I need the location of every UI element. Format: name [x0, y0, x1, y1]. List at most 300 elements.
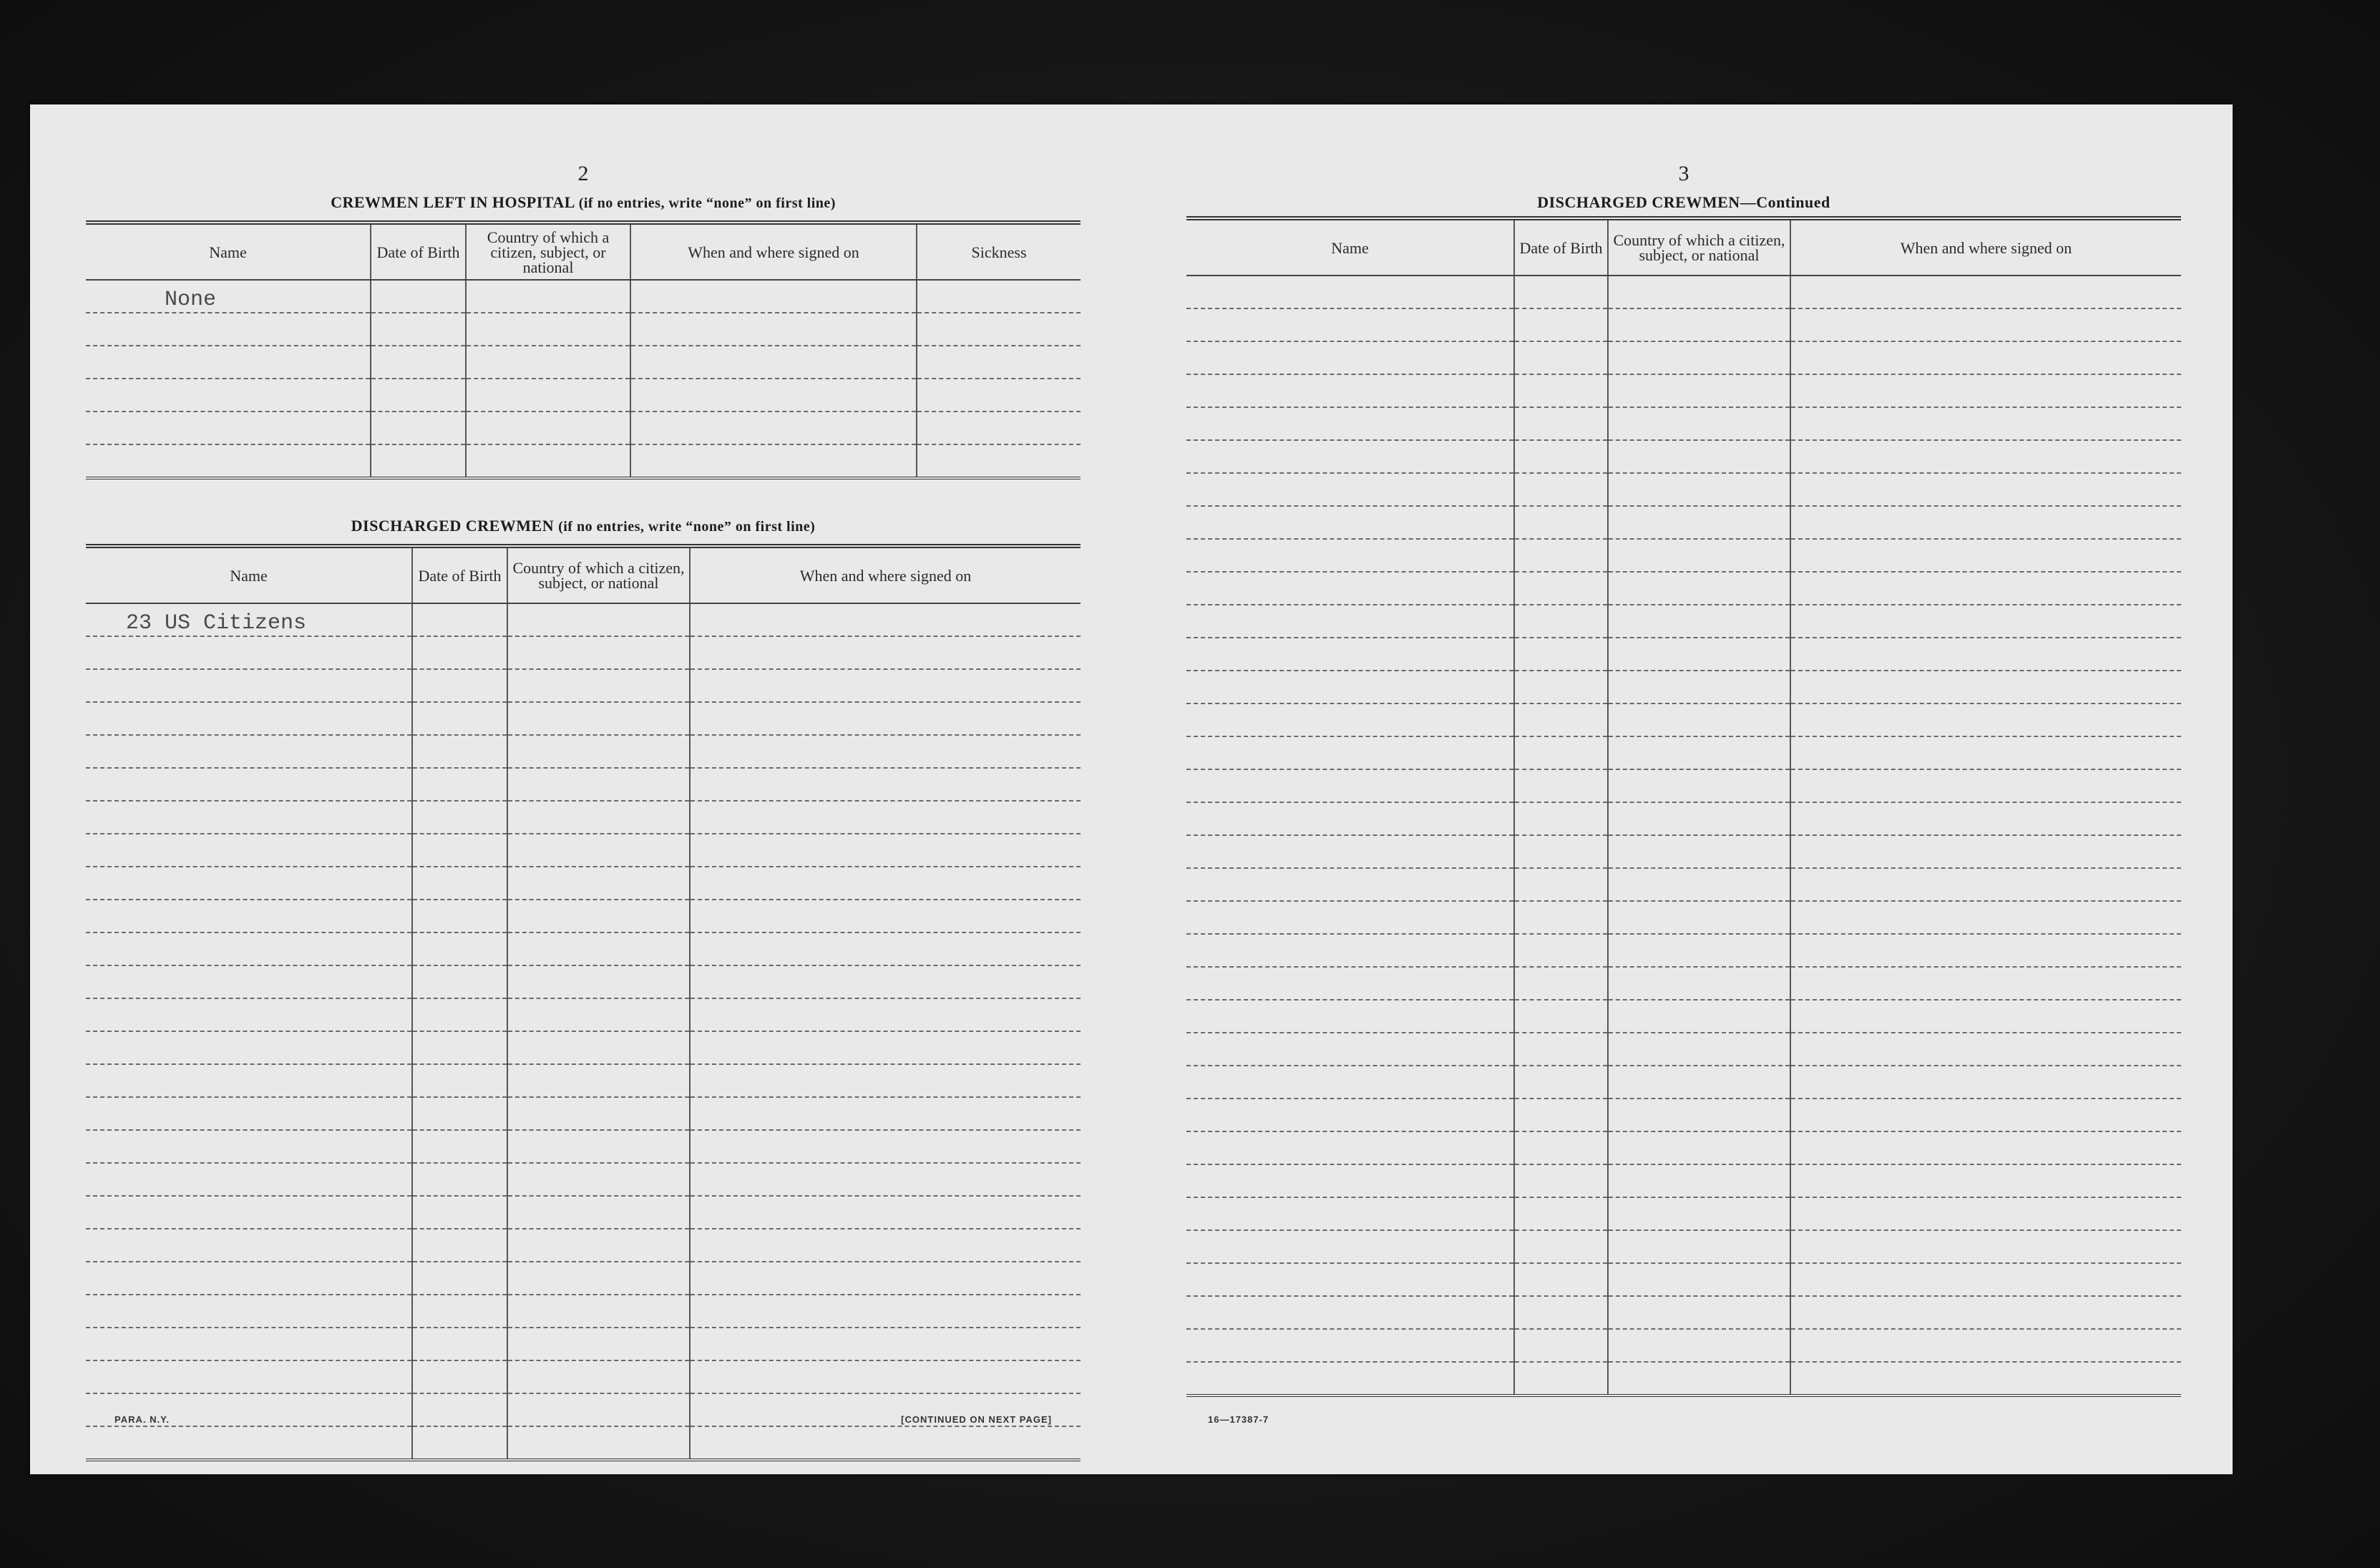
table-cell: [1608, 703, 1790, 736]
table-cell: [1514, 934, 1608, 967]
table-cell: [1608, 868, 1790, 901]
column-header: Name: [86, 546, 412, 603]
discharged-section-title: [86, 517, 1081, 535]
table-cell: [412, 702, 507, 735]
table-cell: [1608, 1000, 1790, 1033]
table-row: [1186, 440, 2181, 473]
table-cell: [1514, 473, 1608, 506]
table-cell: [412, 1064, 507, 1097]
table-cell: [1608, 539, 1790, 572]
table-cell: [690, 669, 1081, 702]
table-cell: [690, 932, 1081, 965]
table-cell: [1608, 1197, 1790, 1230]
table-cell: [1608, 374, 1790, 407]
table-cell: [690, 603, 1081, 636]
table-cell: [1186, 769, 1514, 802]
table-cell: [1186, 506, 1514, 539]
table-cell: [690, 735, 1081, 768]
table-cell: [371, 346, 466, 379]
table-cell: [1608, 407, 1790, 440]
table-cell: [412, 1196, 507, 1229]
table-cell: [1608, 1131, 1790, 1164]
table-row: [1186, 967, 2181, 1000]
table-cell: [86, 1163, 412, 1196]
table-cell: [1514, 506, 1608, 539]
column-header: Country of which a citizen, subject, or national: [466, 223, 630, 280]
table-cell: [1608, 967, 1790, 1000]
table-cell: [1790, 1263, 2181, 1296]
table-cell: [690, 834, 1081, 867]
table-cell: [86, 412, 371, 444]
table-cell: [507, 1196, 690, 1229]
table-cell: [1790, 374, 2181, 407]
table-row: [86, 444, 1081, 478]
table-cell: [1514, 638, 1608, 671]
table-cell: [1514, 703, 1608, 736]
table-row: [1186, 835, 2181, 868]
page-number: 3: [1678, 162, 1689, 185]
table-row: [1186, 276, 2181, 308]
table-cell: [86, 900, 412, 932]
table-cell: [412, 636, 507, 669]
table-cell: [1186, 967, 1514, 1000]
table-cell: [1514, 440, 1608, 473]
table-cell: [412, 735, 507, 768]
table-cell: [412, 1360, 507, 1393]
table-cell: [1186, 308, 1514, 341]
table-cell: [917, 280, 1081, 313]
table-cell: [412, 1229, 507, 1262]
table-cell: [1608, 1362, 1790, 1396]
table-cell: [86, 379, 371, 412]
table-cell: [917, 313, 1081, 346]
table-row: [86, 280, 1081, 313]
table-cell: [86, 444, 371, 478]
section-heading: CREWMEN LEFT IN HOSPITAL: [331, 193, 575, 211]
table-cell: [371, 280, 466, 313]
table-cell: [1514, 1263, 1608, 1296]
table-row: [86, 669, 1081, 702]
table-cell: [507, 900, 690, 932]
table-row: [86, 603, 1081, 636]
table-cell: [507, 1426, 690, 1460]
column-header: Date of Birth: [1514, 218, 1608, 276]
table-cell: [690, 768, 1081, 801]
table-cell: [1608, 1230, 1790, 1263]
table-row: [86, 1229, 1081, 1262]
table-row: [1186, 308, 2181, 341]
table-cell: [1608, 835, 1790, 868]
table-cell: [1186, 374, 1514, 407]
table-cell: [1514, 1362, 1608, 1396]
table-cell: [1186, 901, 1514, 934]
table-cell: [86, 1360, 412, 1393]
table-cell: [1514, 671, 1608, 703]
table-cell: [690, 1328, 1081, 1360]
table-cell: [507, 834, 690, 867]
table-cell: [507, 1130, 690, 1163]
table-cell: [1608, 605, 1790, 638]
table-cell: [690, 1229, 1081, 1262]
table-row: [1186, 671, 2181, 703]
table-cell: [1186, 835, 1514, 868]
table-cell: [86, 768, 412, 801]
table-cell: [1514, 1296, 1608, 1329]
table-row: [86, 636, 1081, 669]
table-cell: [1514, 1230, 1608, 1263]
table-cell: [371, 313, 466, 346]
table-cell: [412, 900, 507, 932]
column-header: Country of which a citizen, subject, or national: [507, 546, 690, 603]
table-cell: [690, 1163, 1081, 1196]
table-cell: [690, 1064, 1081, 1097]
table-cell: [1514, 736, 1608, 769]
table-cell: [1608, 802, 1790, 835]
left-page: [86, 104, 1081, 1474]
table-cell: [1514, 1000, 1608, 1033]
table-cell: [917, 444, 1081, 478]
table-cell: [690, 801, 1081, 834]
table-row: [1186, 1197, 2181, 1230]
table-cell: [507, 1393, 690, 1426]
table-cell: [1790, 1329, 2181, 1362]
table-cell: [1186, 1099, 1514, 1131]
table-cell: [466, 280, 630, 313]
table-cell: [690, 636, 1081, 669]
table-cell: [1186, 868, 1514, 901]
table-cell: [1790, 1197, 2181, 1230]
table-cell: [1608, 934, 1790, 967]
table-cell: [1790, 769, 2181, 802]
table-cell: [690, 702, 1081, 735]
table-cell: [507, 702, 690, 735]
table-cell: [86, 1031, 412, 1064]
table-cell: [1790, 506, 2181, 539]
table-cell: [371, 444, 466, 478]
table-cell: [1608, 638, 1790, 671]
table-cell: [86, 669, 412, 702]
table-row: [1186, 1263, 2181, 1296]
table-cell: [690, 1262, 1081, 1295]
table-cell: [690, 965, 1081, 998]
table-cell: [1186, 638, 1514, 671]
table-cell: [1186, 341, 1514, 374]
table-cell: [412, 867, 507, 900]
table-cell: [466, 346, 630, 379]
table-cell: [1186, 1033, 1514, 1066]
table-cell: [507, 768, 690, 801]
table-cell: [690, 900, 1081, 932]
column-header: When and where signed on: [690, 546, 1081, 603]
table-cell: [1186, 605, 1514, 638]
table-row: [86, 867, 1081, 900]
table-cell: [371, 379, 466, 412]
table-cell: 23 US Citizens: [86, 603, 412, 636]
table-row: [1186, 703, 2181, 736]
table-cell: [507, 1229, 690, 1262]
table-cell: [1186, 1263, 1514, 1296]
table-cell: [507, 735, 690, 768]
table-cell: [86, 1262, 412, 1295]
table-cell: [507, 603, 690, 636]
table-cell: [507, 965, 690, 998]
table-row: [1186, 868, 2181, 901]
table-row: [1186, 1296, 2181, 1329]
table-cell: [86, 313, 371, 346]
table-cell: [507, 932, 690, 965]
column-header: When and where signed on: [630, 223, 917, 280]
table-cell: [1790, 572, 2181, 605]
table-cell: [1790, 1131, 2181, 1164]
table-cell: [507, 1064, 690, 1097]
table-cell: [630, 280, 917, 313]
table-row: [86, 313, 1081, 346]
table-row: [1186, 407, 2181, 440]
table-cell: [412, 603, 507, 636]
section-heading: DISCHARGED CREWMEN: [1537, 193, 1740, 211]
table-row: [86, 801, 1081, 834]
table-row: [1186, 539, 2181, 572]
table-cell: [1514, 539, 1608, 572]
table-cell: [412, 1393, 507, 1426]
table-cell: [412, 1295, 507, 1328]
table-cell: [1790, 1066, 2181, 1099]
table-row: [1186, 572, 2181, 605]
table-cell: [86, 1130, 412, 1163]
table-row: [1186, 1033, 2181, 1066]
column-header: Country of which a citizen, subject, or national: [1608, 218, 1790, 276]
discharged-table: [86, 544, 1081, 1461]
table-cell: [1790, 868, 2181, 901]
table-row: [86, 1426, 1081, 1460]
table-row: [1186, 1099, 2181, 1131]
table-cell: [1514, 1329, 1608, 1362]
table-cell: [630, 313, 917, 346]
table-row: [1186, 736, 2181, 769]
table-cell: [1514, 341, 1608, 374]
table-cell: [86, 965, 412, 998]
table-cell: [1608, 671, 1790, 703]
table-row: [1186, 605, 2181, 638]
table-cell: [1790, 1033, 2181, 1066]
table-cell: [1514, 407, 1608, 440]
table-row: [1186, 1164, 2181, 1197]
table-cell: [1608, 1164, 1790, 1197]
table-cell: [1514, 769, 1608, 802]
table-cell: [1514, 1164, 1608, 1197]
table-row: [86, 1295, 1081, 1328]
table-cell: [1790, 1230, 2181, 1263]
table-row: [86, 1328, 1081, 1360]
table-cell: [86, 1229, 412, 1262]
table-cell: [1790, 1164, 2181, 1197]
table-row: [86, 965, 1081, 998]
table-cell: [1514, 802, 1608, 835]
table-cell: [690, 998, 1081, 1031]
table-cell: [690, 1196, 1081, 1229]
table-row: [86, 834, 1081, 867]
table-cell: [412, 1130, 507, 1163]
table-cell: [1790, 901, 2181, 934]
continued-section-title: [1186, 193, 2181, 212]
table-cell: [690, 1130, 1081, 1163]
table-cell: [86, 1196, 412, 1229]
table-cell: [507, 867, 690, 900]
table-cell: [507, 1295, 690, 1328]
continued-note: [CONTINUED ON NEXT PAGE]: [901, 1414, 1052, 1425]
table-cell: [1790, 539, 2181, 572]
table-cell: [1790, 605, 2181, 638]
table-cell: [1186, 1362, 1514, 1396]
hospital-table: [86, 220, 1081, 479]
column-header: Date of Birth: [371, 223, 466, 280]
table-cell: [86, 1426, 412, 1460]
table-cell: [466, 412, 630, 444]
table-cell: [690, 1426, 1081, 1460]
table-cell: [86, 636, 412, 669]
table-cell: [1514, 967, 1608, 1000]
table-cell: [507, 1031, 690, 1064]
table-cell: [412, 1328, 507, 1360]
table-cell: [1608, 1263, 1790, 1296]
table-cell: [1608, 1033, 1790, 1066]
table-cell: [1186, 407, 1514, 440]
table-cell: [1608, 1329, 1790, 1362]
table-cell: [1608, 341, 1790, 374]
table-cell: [1790, 638, 2181, 671]
table-row: [86, 735, 1081, 768]
table-cell: [1608, 473, 1790, 506]
table-cell: [1790, 1362, 2181, 1396]
page-number: 2: [577, 162, 589, 185]
table-cell: [412, 998, 507, 1031]
table-row: [1186, 1362, 2181, 1396]
table-cell: [1186, 1066, 1514, 1099]
table-row: [86, 900, 1081, 932]
column-header: Sickness: [917, 223, 1081, 280]
table-row: [86, 412, 1081, 444]
table-cell: [86, 998, 412, 1031]
table-cell: [507, 1097, 690, 1130]
table-cell: [86, 346, 371, 379]
table-cell: [412, 669, 507, 702]
table-row: [1186, 638, 2181, 671]
table-cell: None: [86, 280, 371, 313]
table-cell: [1186, 934, 1514, 967]
table-row: [1186, 374, 2181, 407]
table-row: [86, 1097, 1081, 1130]
table-cell: [630, 379, 917, 412]
table-row: [1186, 1000, 2181, 1033]
table-cell: [1186, 572, 1514, 605]
table-cell: [507, 636, 690, 669]
table-cell: [412, 1163, 507, 1196]
table-cell: [690, 867, 1081, 900]
table-cell: [917, 412, 1081, 444]
table-cell: [1514, 835, 1608, 868]
table-cell: [917, 346, 1081, 379]
table-row: [86, 702, 1081, 735]
table-cell: [1514, 1197, 1608, 1230]
table-cell: [1608, 1099, 1790, 1131]
table-row: [1186, 341, 2181, 374]
table-row: [86, 1360, 1081, 1393]
table-cell: [690, 1031, 1081, 1064]
table-cell: [1608, 1066, 1790, 1099]
table-cell: [1186, 276, 1514, 308]
column-header: Name: [86, 223, 371, 280]
table-cell: [1608, 769, 1790, 802]
section-note: (if no entries, write “none” on first line): [578, 195, 836, 211]
table-cell: [1790, 1000, 2181, 1033]
table-cell: [1186, 473, 1514, 506]
table-cell: [371, 412, 466, 444]
table-cell: [1514, 276, 1608, 308]
table-row: [86, 379, 1081, 412]
table-cell: [412, 1097, 507, 1130]
form-code: 16—17387-7: [1208, 1414, 1269, 1425]
table-cell: [507, 669, 690, 702]
section-suffix: —Continued: [1740, 193, 1830, 211]
hospital-section-title: [86, 193, 1081, 212]
table-row: [86, 346, 1081, 379]
table-cell: [86, 735, 412, 768]
table-cell: [86, 1328, 412, 1360]
table-cell: [507, 801, 690, 834]
table-cell: [1514, 572, 1608, 605]
column-header: Name: [1186, 218, 1514, 276]
table-cell: [86, 702, 412, 735]
table-cell: [412, 834, 507, 867]
table-cell: [1186, 1230, 1514, 1263]
table-cell: [1608, 308, 1790, 341]
table-cell: [1514, 605, 1608, 638]
column-header: When and where signed on: [1790, 218, 2181, 276]
table-row: [86, 932, 1081, 965]
table-cell: [1514, 1066, 1608, 1099]
table-cell: [86, 801, 412, 834]
table-cell: [1790, 308, 2181, 341]
table-row: [1186, 769, 2181, 802]
table-row: [1186, 1066, 2181, 1099]
table-cell: [1790, 440, 2181, 473]
table-cell: [1186, 1197, 1514, 1230]
table-cell: [412, 1426, 507, 1460]
table-row: [1186, 1329, 2181, 1362]
table-cell: [1790, 934, 2181, 967]
table-cell: [690, 1295, 1081, 1328]
table-row: [1186, 901, 2181, 934]
table-cell: [466, 379, 630, 412]
table-cell: [412, 932, 507, 965]
table-cell: [630, 412, 917, 444]
table-cell: [1790, 835, 2181, 868]
table-row: [86, 1163, 1081, 1196]
table-cell: [1186, 671, 1514, 703]
table-row: [1186, 1131, 2181, 1164]
table-cell: [690, 1097, 1081, 1130]
table-cell: [1608, 901, 1790, 934]
table-cell: [1608, 440, 1790, 473]
table-cell: [86, 834, 412, 867]
table-cell: [1790, 276, 2181, 308]
table-cell: [1790, 736, 2181, 769]
table-cell: [1608, 506, 1790, 539]
table-row: [86, 1262, 1081, 1295]
table-cell: [1514, 901, 1608, 934]
continued-table: [1186, 216, 2181, 1397]
table-cell: [466, 313, 630, 346]
